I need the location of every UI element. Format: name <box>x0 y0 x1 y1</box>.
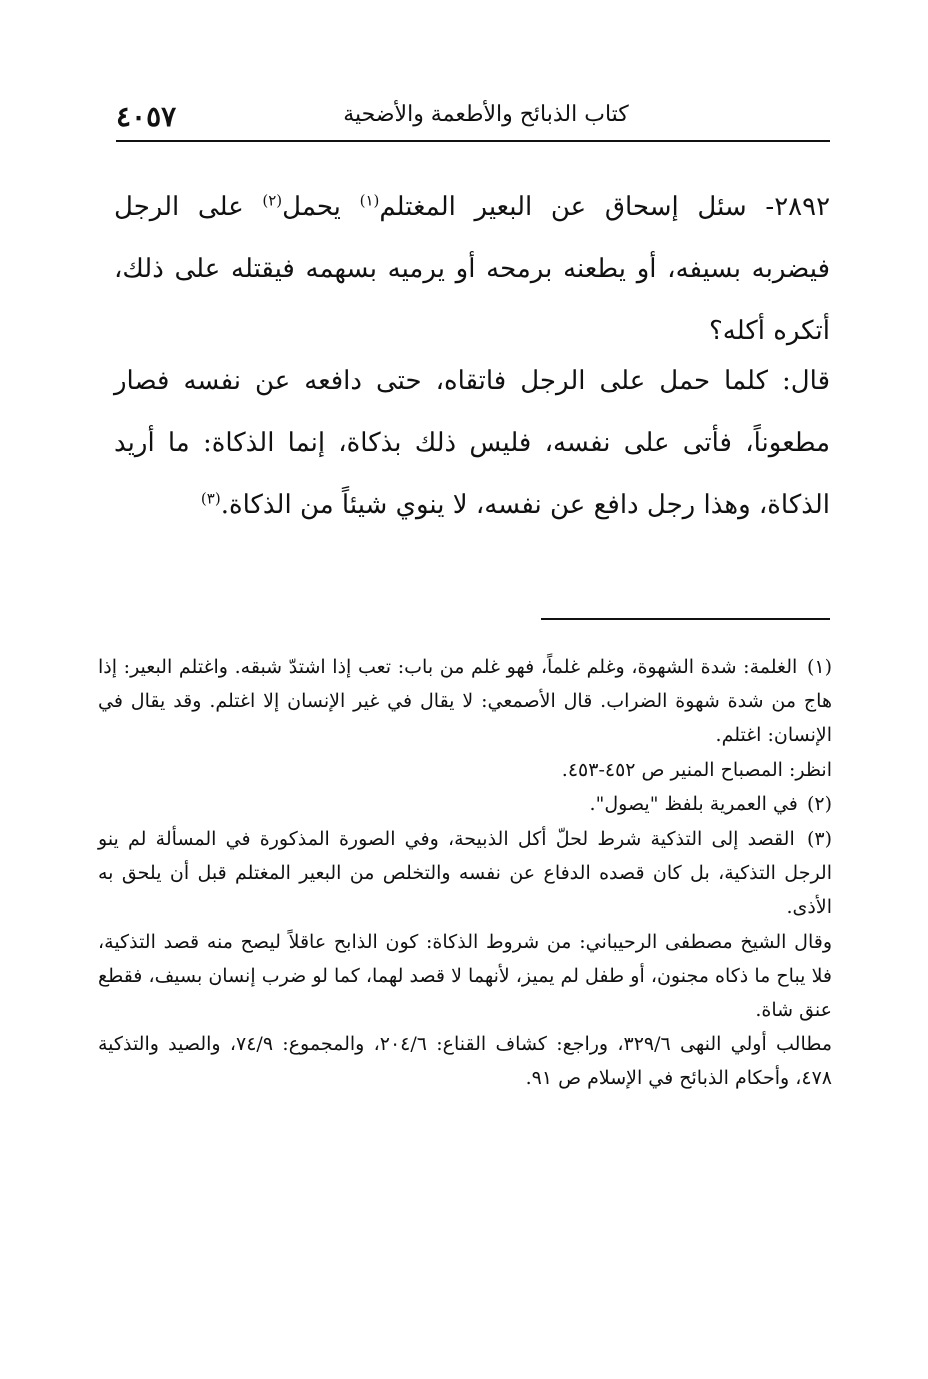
issue-number: ٢٨٩٢- <box>765 192 831 222</box>
footnote-3-number: (٣) <box>806 828 832 850</box>
footnote-3-references: مطالب أولي النهى ٣٢٩/٦، وراجع: كشاف القناع: ٢٠٤/٦، والمجموع: ٧٤/٩، والصيد والتذكية ٤٧٨، وأحكام الذبائح في الإسلام ص ٩١. <box>98 1033 833 1089</box>
issue-answer <box>114 350 830 536</box>
question-text-2: يحمل <box>282 192 341 222</box>
footnote-1-number: (١) <box>806 656 832 678</box>
footnotes-rule <box>541 618 830 620</box>
issue-question <box>114 176 830 362</box>
header-rule <box>116 140 830 142</box>
footnote-3-quote: وقال الشيخ مصطفى الرحيباني: من شروط الذكاة: كون الذابح عاقلاً ليصح منه قصد التذكية، فلا يباح ما ذكاه مجنون، أو طفل لم يميز، لأنهما لا قصد لهما، كما لو ضرب إنسان بسيف، فقطع عنق شاة. <box>98 931 832 1021</box>
running-title: كتاب الذبائح والأطعمة والأضحية <box>343 102 629 127</box>
question-text-1: سئل إسحاق عن البعير المغتلم <box>379 192 747 222</box>
footnote-ref-2: (٢) <box>262 191 283 210</box>
page-number: ٤٠٥٧ <box>116 100 177 133</box>
footnote-2-text: في العمرية بلفظ "يصول". <box>589 793 798 815</box>
footnote-2-number: (٢) <box>806 793 832 815</box>
footnote-1-source: انظر: المصباح المنير ص ٤٥٢-٤٥٣. <box>561 759 832 781</box>
footnotes <box>98 650 832 1095</box>
footnote-ref-3: (٣) <box>200 489 221 508</box>
page-header <box>116 96 830 140</box>
answer-text: قال: كلما حمل على الرجل فاتقاه، حتى دافعه عن نفسه فصار مطعوناً، فأتى على نفسه، فليس ذلك بذكاة، إنما الذكاة: ما أريد الذكاة، وهذا رجل دافع عن نفسه، لا ينوي شيئاً من الذكاة. <box>114 366 830 520</box>
footnote-3-text: القصد إلى التذكية شرط لحلّ أكل الذبيحة، وفي الصورة المذكورة في المسألة لم ينو الرجل التذكية، بل كان قصده الدفاع عن نفسه والتخلص من البعير المغتلم قبل أن يلحق به الأذى. <box>98 828 832 918</box>
footnote-1-text: الغلمة: شدة الشهوة، وغلم غلماً، فهو غلم من باب: تعب إذا اشتدّ شبقه. واغتلم البعير: إذا هاج من شدة شهوة الضراب. قال الأصمعي: لا يقال في غير الإنسان إلا اغتلم. وقد يقال في الإنسان: اغتلم. <box>98 656 832 746</box>
footnote-3 <box>98 822 832 924</box>
question-text-3: على الرجل فيضربه بسيفه، أو يطعنه برمحه أو يرميه بسهمه فيقتله على ذلك، أتكره أكله؟ <box>114 192 830 346</box>
footnote-1 <box>98 650 832 752</box>
footnote-2 <box>98 787 832 821</box>
footnote-ref-1: (١) <box>359 191 380 210</box>
